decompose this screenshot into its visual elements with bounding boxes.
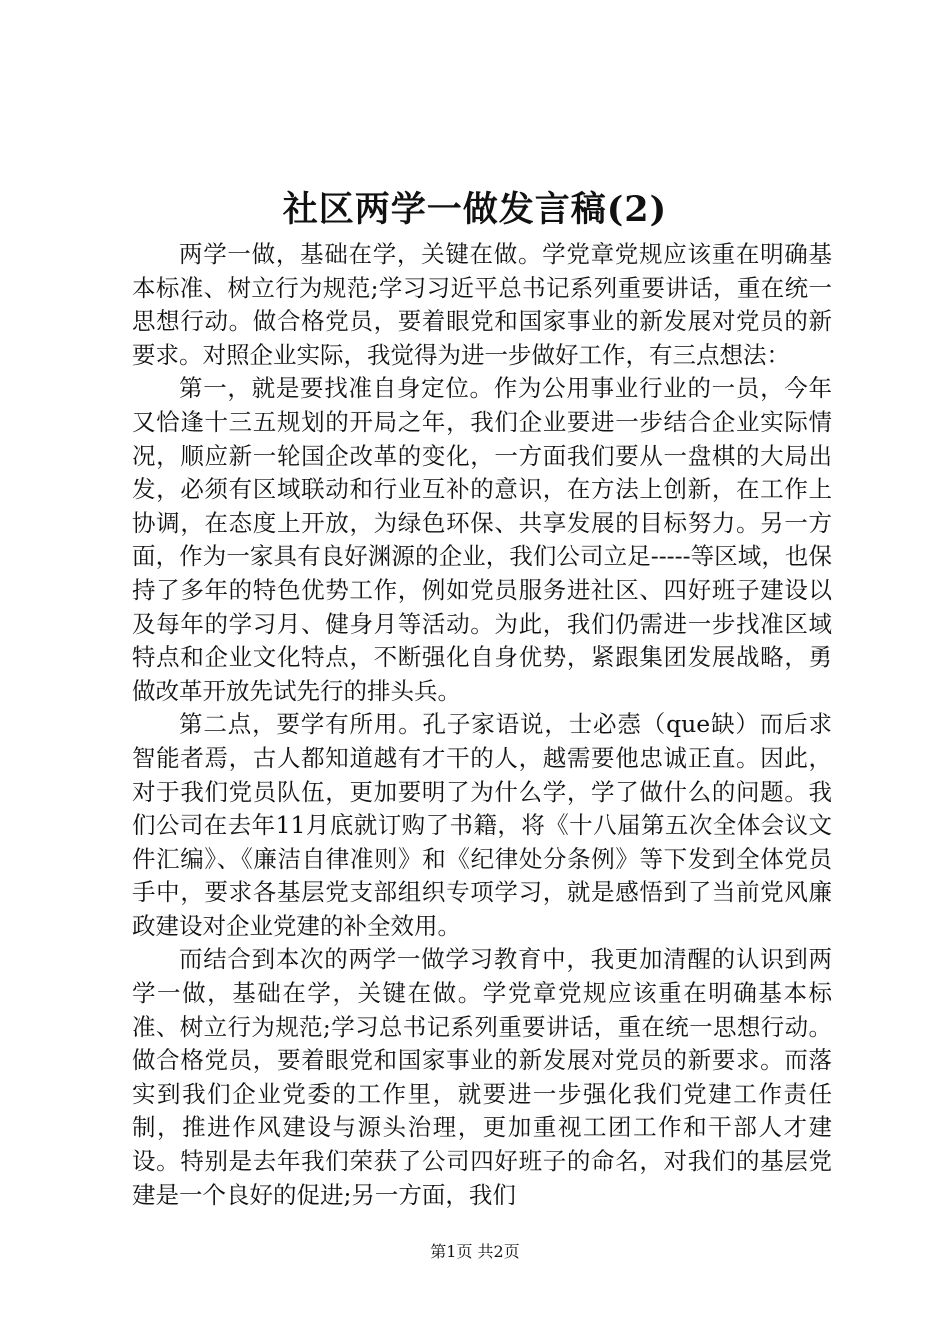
paragraph-intro: 两学一做，基础在学，关键在做。学党章党规应该重在明确基本标准、树立行为规范;学习习近平总书记系列重要讲话，重在统一思想行动。做合格党员，要着眼党和国家事业的新发展对党员的新要求。对照企业实际，我觉得为进一步做好工作，有三点想法：	[132, 240, 832, 369]
paragraph-point-two: 第二点，要学有所用。孔子家语说，士必悫（que缺）而后求智能者焉，古人都知道越有才干的人，越需要他忠诚正直。因此，对于我们党员队伍，更加要明了为什么学，学了做什么的问题。我们公司在去年11月底就订购了书籍，将《十八届第五次全体会议文件汇编》、《廉洁自律准则》和《纪律处分条例》等下发到全体党员手中，要求各基层党支部组织专项学习，就是感悟到了当前党风廉政建设对企业党建的补全效用。	[132, 710, 832, 940]
document-title: 社区两学一做发言稿(2)	[282, 189, 668, 230]
paragraph-combination: 而结合到本次的两学一做学习教育中，我更加清醒的认识到两学一做，基础在学，关键在做。学党章党规应该重在明确基本标准、树立行为规范;学习总书记系列重要讲话，重在统一思想行动。做合格党员，要着眼党和国家事业的新发展对党员的新要求。而落实到我们企业党委的工作里，就要进一步强化我们党建工作责任制，推进作风建设与源头治理，更加重视工团工作和干部人才建设。特别是去年我们荣获了公司四好班子的命名，对我们的基层党建是一个良好的促进;另一方面，我们	[132, 945, 832, 1209]
paragraph-point-one: 第一，就是要找准自身定位。作为公用事业行业的一员，今年又恰逢十三五规划的开局之年，我们企业要进一步结合企业实际情况，顺应新一轮国企改革的变化，一方面我们要从一盘棋的大局出发，必须有区域联动和行业互补的意识，在方法上创新，在工作上协调，在态度上开放，为绿色环保、共享发展的目标努力。另一方面，作为一家具有良好渊源的企业，我们公司立足-----等区域，也保持了多年的特色优势工作，例如党员服务进社区、四好班子建设以及每年的学习月、健身月等活动。为此，我们仍需进一步找准区域特点和企业文化特点，不断强化自身优势，紧跟集团发展战略，勇做改革开放先试先行的排头兵。	[132, 374, 832, 705]
document-body	[132, 238, 832, 1212]
page-footer: 第1页 共2页	[430, 1242, 520, 1261]
